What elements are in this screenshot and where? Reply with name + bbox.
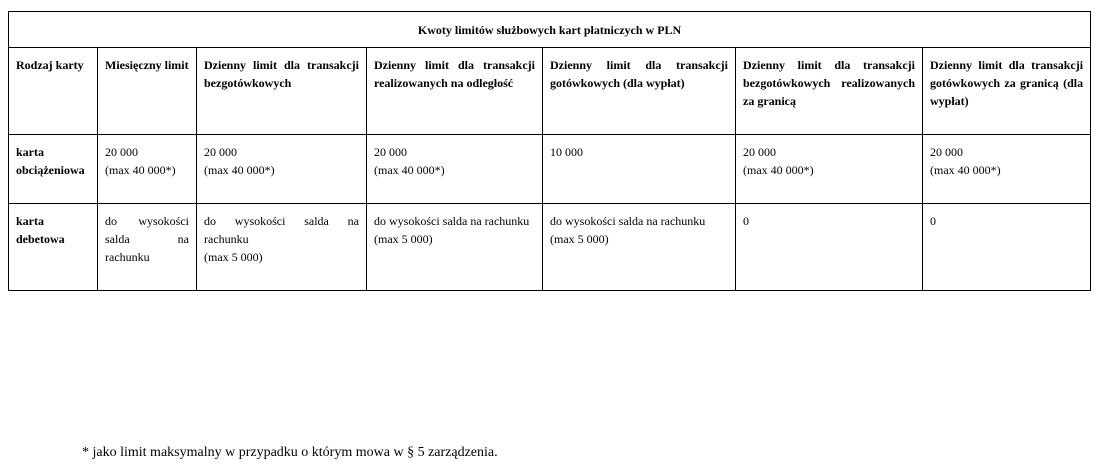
table-cell: 20 000 (max 40 000*) xyxy=(736,135,923,204)
table-row xyxy=(9,135,1091,204)
table-cell: 0 xyxy=(923,204,1091,291)
header-daily-cash: Dzienny limit dla transakcji gotówkowych (dla wypłat) xyxy=(543,48,736,135)
header-card-type: Rodzaj karty xyxy=(9,48,98,135)
table-cell: do wysokości salda na rachunku xyxy=(98,204,197,291)
table-cell: 20 000 (max 40 000*) xyxy=(923,135,1091,204)
table-cell: 0 xyxy=(736,204,923,291)
table-cell: do wysokości salda na rachunku (max 5 000) xyxy=(367,204,543,291)
header-row xyxy=(9,48,1091,135)
table-cell: do wysokości salda na rachunku (max 5 000) xyxy=(543,204,736,291)
table-cell: 10 000 xyxy=(543,135,736,204)
footnote: * jako limit maksymalny w przypadku o którym mowa w § 5 zarządzenia. xyxy=(82,445,498,460)
card-type-label: karta debetowa xyxy=(9,204,98,291)
header-daily-cash-abroad: Dzienny limit dla transakcji gotówkowych za granicą (dla wypłat) xyxy=(923,48,1091,135)
table-title: Kwoty limitów służbowych kart płatniczych w PLN xyxy=(9,12,1091,48)
header-monthly-limit: Miesięczny limit xyxy=(98,48,197,135)
header-daily-cashless-abroad: Dzienny limit dla transakcji bezgotówkowych realizowanych za granicą xyxy=(736,48,923,135)
card-type-label: karta obciążeniowa xyxy=(9,135,98,204)
table-cell: 20 000 (max 40 000*) xyxy=(98,135,197,204)
header-daily-cashless: Dzienny limit dla transakcji bezgotówkowych xyxy=(197,48,367,135)
table-cell: 20 000 (max 40 000*) xyxy=(197,135,367,204)
table-row xyxy=(9,204,1091,291)
card-limits-table xyxy=(8,11,1091,291)
header-daily-remote: Dzienny limit dla transakcji realizowanych na odległość xyxy=(367,48,543,135)
table-cell: 20 000 (max 40 000*) xyxy=(367,135,543,204)
table-cell: do wysokości salda na rachunku (max 5 000) xyxy=(197,204,367,291)
